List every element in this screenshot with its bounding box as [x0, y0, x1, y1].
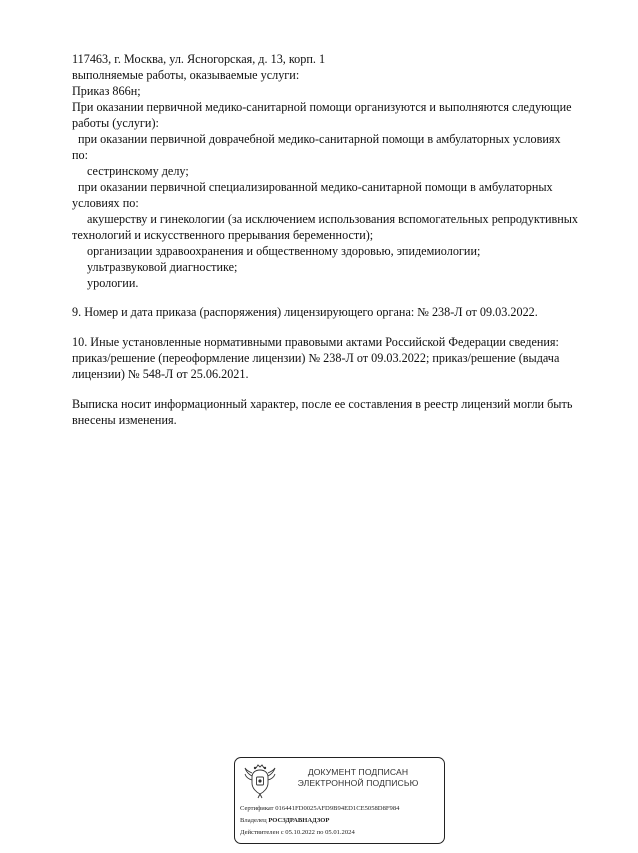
- text-line: лицензии) № 548-Л от 25.06.2021.: [72, 367, 249, 381]
- text-line: внесены изменения.: [72, 413, 177, 427]
- text-line: технологий и искусственного прерывания беременности);: [72, 228, 374, 242]
- validity-label: Действителен: [240, 829, 280, 836]
- owner-row: [240, 816, 329, 825]
- text-line: При оказании первичной медико-санитарной помощи организуются и выполняются следующие: [72, 100, 572, 114]
- service-item: ультразвуковой диагностике;: [87, 260, 238, 274]
- validity-value: с 05.10.2022 по 05.01.2024: [280, 829, 355, 836]
- service-item: сестринскому делу;: [87, 164, 189, 178]
- coat-of-arms-icon: [243, 762, 277, 800]
- stamp-title-line1: ДОКУМЕНТ ПОДПИСАН: [307, 767, 409, 777]
- owner-value: РОСЗДРАВНАДЗОР: [268, 817, 330, 824]
- validity-row: [240, 828, 355, 837]
- text-line: при оказании первичной специализированной медико-санитарной помощи в амбулаторных: [78, 180, 553, 194]
- service-item: организации здравоохранения и общественному здоровью, эпидемиологии;: [87, 244, 481, 258]
- address-line: 117463, г. Москва, ул. Ясногорская, д. 13, корп. 1: [72, 52, 326, 66]
- text-line: 10. Иные установленные нормативными правовыми актами Российской Федерации сведения:: [72, 335, 559, 349]
- certificate-label: Сертификат: [240, 805, 274, 812]
- text-line: по:: [72, 148, 89, 162]
- stamp-title: [283, 767, 433, 789]
- text-line: Выписка носит информационный характер, после ее составления в реестр лицензий могли быть: [72, 397, 573, 411]
- certificate-row: [240, 804, 399, 813]
- stamp-title-line2: ЭЛЕКТРОННОЙ ПОДПИСЬЮ: [297, 778, 419, 788]
- order-number-line: 9. Номер и дата приказа (распоряжения) лицензирующего органа: № 238-Л от 09.03.2022.: [72, 305, 538, 319]
- service-item: акушерству и гинекологии (за исключением использования вспомогательных репродуктивных: [87, 212, 579, 226]
- text-line: приказ/решение (переоформление лицензии) № 238-Л от 09.03.2022; приказ/решение (выдача: [72, 351, 560, 365]
- text-line: при оказании первичной доврачебной медико-санитарной помощи в амбулаторных условиях: [78, 132, 561, 146]
- text-line: условиях по:: [72, 196, 139, 210]
- order-line: Приказ 866н;: [72, 84, 141, 98]
- electronic-signature-stamp: [234, 757, 445, 844]
- text-line: работы (услуги):: [72, 116, 159, 130]
- certificate-value: 016441FD0025AFD9B94ED1CE5058D8F984: [275, 805, 400, 812]
- service-item: урологии.: [87, 276, 139, 290]
- services-heading: выполняемые работы, оказываемые услуги:: [72, 68, 300, 82]
- owner-label: Владелец: [240, 817, 267, 824]
